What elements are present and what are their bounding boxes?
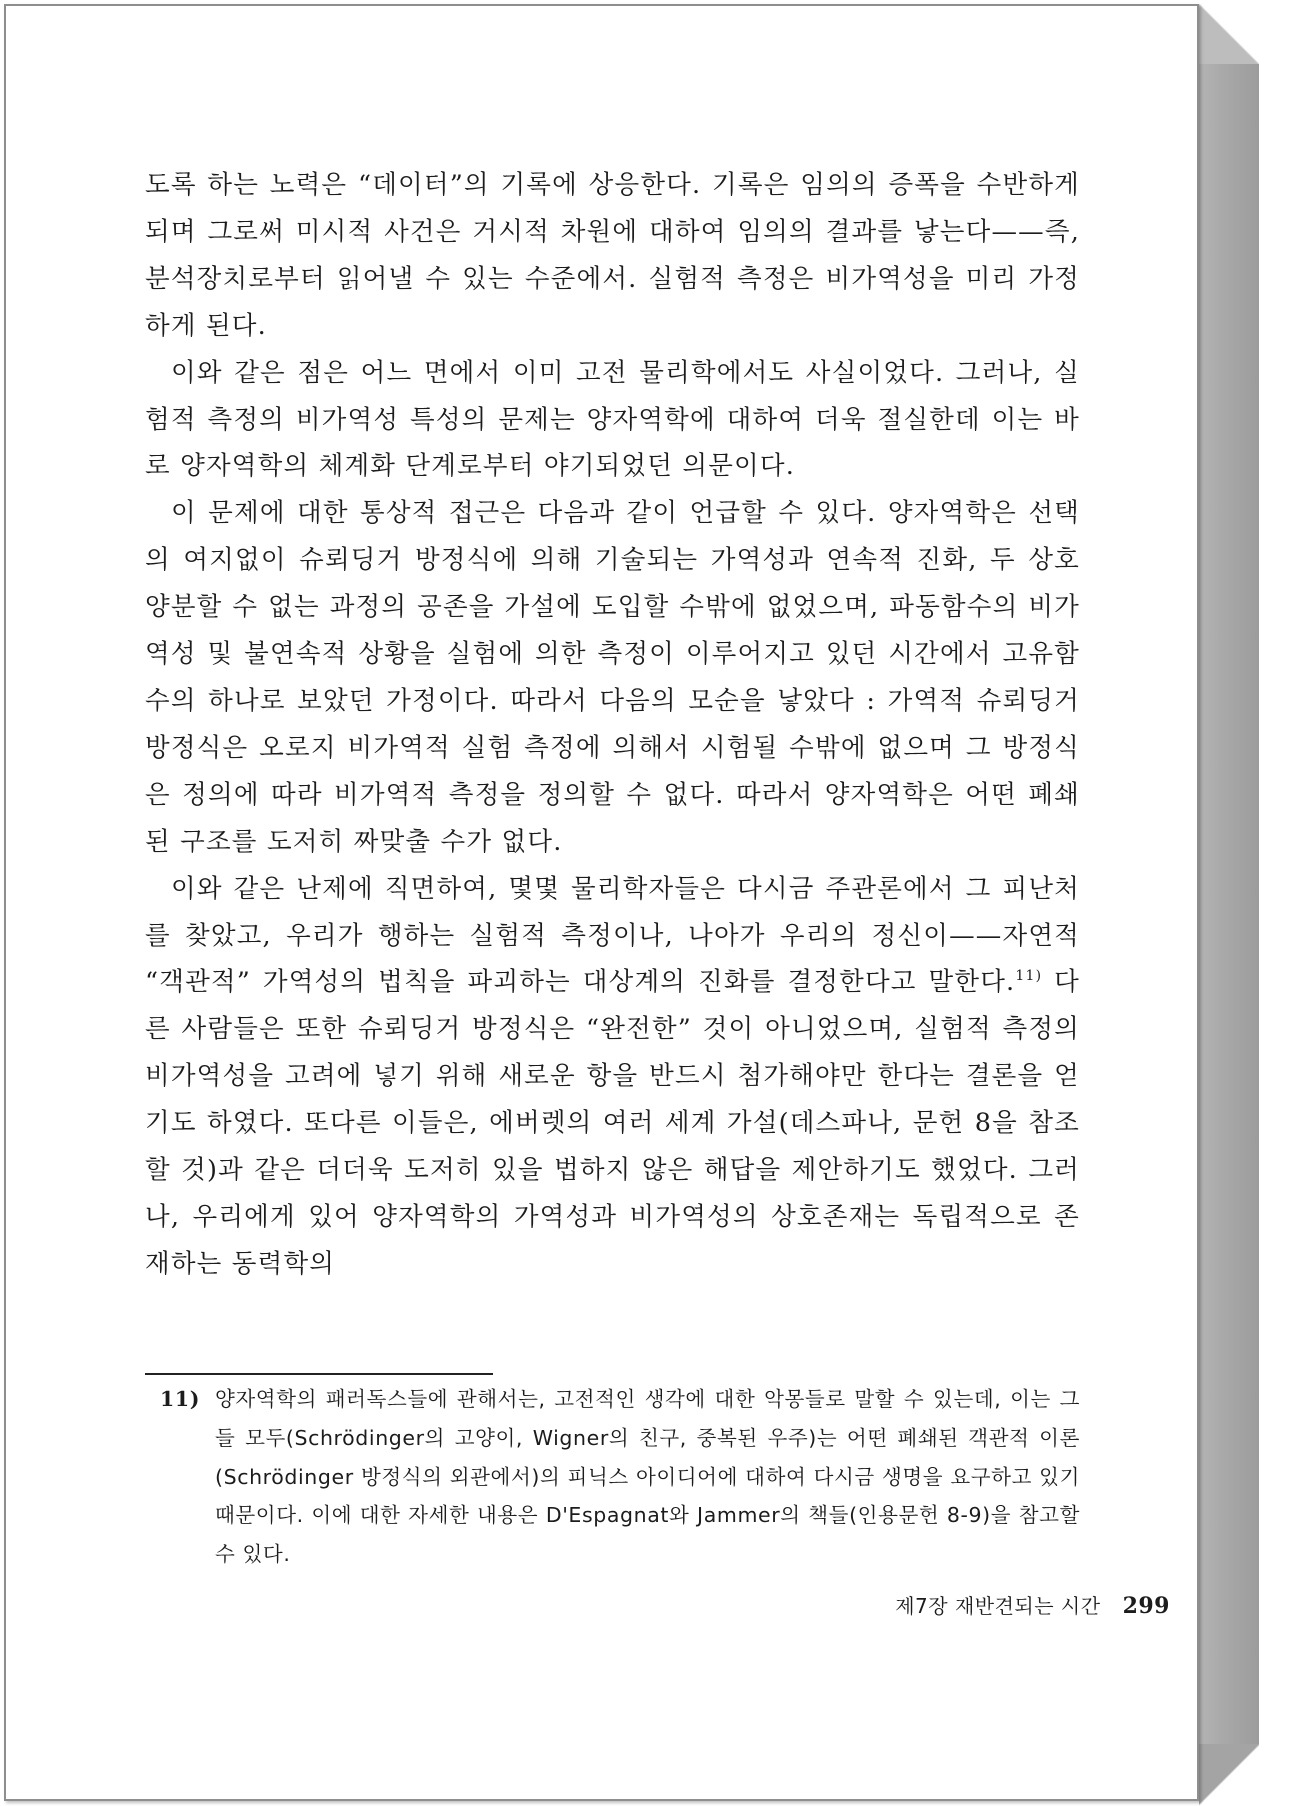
footnote-text: 양자역학의 패러독스들에 관해서는, 고전적인 생각에 대한 악몽들로 말할 수 있는데, 이는 그들 모두(Schrödinger의 고양이, Wigner의 친구, 중복된 우주)는 어떤 폐쇄된 객관적 이론(Schrödinger 방정식의 외관에서)의 피닉스 아이디어에 대하여 다시금 생명을 요구하고 있기 때문이다. 이에 대한 자세한 내용은 D'Espagnat와 Jammer의 책들(인용문헌 8-9)을 참고할 수 있다. (215, 1387, 1080, 1567)
chapter-title: 제7장 재반견되는 시간 (895, 1594, 1101, 1618)
footnote-mark: 11) (160, 1387, 201, 1411)
paragraph-4-part-2: 다른 사람들은 또한 슈뢰딩거 방정식은 “완전한” 것이 아니었으며, 실험적 측정의 비가역성을 고려에 넣기 위해 새로운 항을 반드시 첨가해야만 한다는 결론을 얻기도 하였다. 또다른 이들은, 에버렛의 여러 세계 가설(데스파나, 문헌 8을 참조할 것)과 같은 더더욱 도저히 있을 법하지 않은 해답을 제안하기도 했었다. 그러나, 우리에게 있어 양자역학의 가역성과 비가역성의 상호존재는 독립적으로 존재하는 동력학의 (145, 967, 1081, 1279)
body-text (145, 162, 1080, 1288)
footnote-divider (145, 1373, 493, 1375)
footnote (145, 1380, 1080, 1574)
page-number: 299 (1122, 1593, 1170, 1619)
book-edge-bottom-corner (1199, 1744, 1259, 1806)
paragraph-1: 도록 하는 노력은 “데이터”의 기록에 상응한다. 기록은 임의의 증폭을 수반하게 되며 그로써 미시적 사건은 거시적 차원에 대하여 임의의 결과를 낳는다——즉, 분석장치로부터 읽어낼 수 있는 수준에서. 실험적 측정은 비가역성을 미리 가정하게 된다. (145, 170, 1080, 341)
paragraph-4 (145, 866, 1080, 1288)
book-edge-top-corner (1199, 4, 1259, 64)
paragraph-3: 이 문제에 대한 통상적 접근은 다음과 같이 언급할 수 있다. 양자역학은 선택의 여지없이 슈뢰딩거 방정식에 의해 기술되는 가역성과 연속적 진화, 두 상호 양분할 수 없는 과정의 공존을 가설에 도입할 수밖에 없었으며, 파동함수의 비가역성 및 불연속적 상황을 실험에 의한 측정이 이루어지고 있던 시간에서 고유함수의 하나로 보았던 가정이다. 따라서 다음의 모순을 낳았다 : 가역적 슈뢰딩거 방정식은 오로지 비가역적 실험 측정에 의해서 시험될 수밖에 없으며 그 방정식은 정의에 따라 비가역적 측정을 정의할 수 없다. 따라서 양자역학은 어떤 폐쇄된 구조를 도저히 짜맞출 수가 없다. (145, 498, 1080, 857)
paragraph-2: 이와 같은 점은 어느 면에서 이미 고전 물리학에서도 사실이었다. 그러나, 실험적 측정의 비가역성 특성의 문제는 양자역학에 대하여 더욱 절실한데 이는 바로 양자역학의 체계화 단계로부터 야기되었던 의문이다. (145, 357, 1080, 482)
running-footer (895, 1590, 1170, 1619)
book-page-edge (1199, 4, 1259, 1804)
footnote-reference[interactable]: 11) (1015, 968, 1043, 985)
paragraph-4-part-1: 이와 같은 난제에 직면하여, 몇몇 물리학자들은 다시금 주관론에서 그 피난처를 찾았고, 우리가 행하는 실험적 측정이나, 나아가 우리의 정신이——자연적 “객관적” 가역성의 법칙을 파괴하는 대상계의 진화를 결정한다고 말한다. (145, 873, 1080, 998)
